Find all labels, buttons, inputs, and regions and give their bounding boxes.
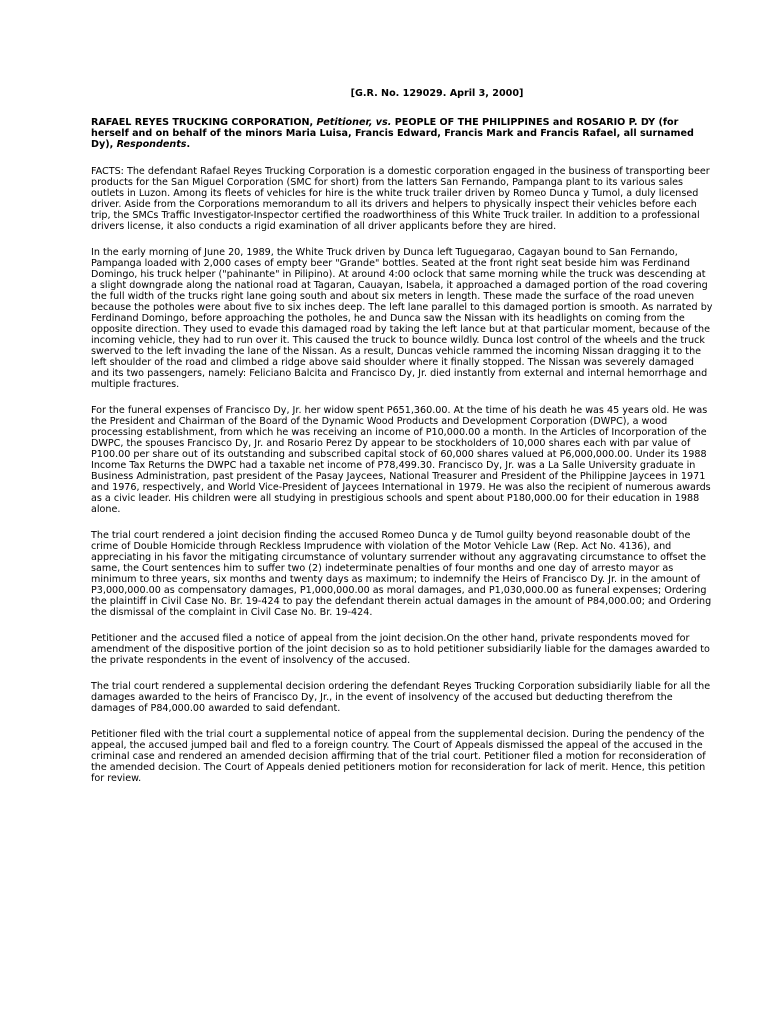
- paragraph-facts: FACTS: The defendant Rafael Reyes Trucking Corporation is a domestic corporation engaged in the business of transporting beer products for the San Miguel Corporation (SMC for short) from the latters San Fernando, Pampanga plant to its various sales outlets in Luzon. Among its fleets of vehicles for hire is the white truck trailer driven by Romeo Dunca y Tumol, a duly licensed driver. Aside from the Corporations memorandum to all its drivers and helpers to physically inspect their vehicles before each trip, the SMCs Traffic Investigator-Inspector certified the roadworthiness of this White Truck trailer. In addition to a professional drivers license, it also conducts a rigid examination of all driver applicants before they are hired.: [91, 166, 710, 232]
- petitioner-role: Petitioner: [316, 117, 369, 128]
- petitioner-name: RAFAEL REYES TRUCKING CORPORATION,: [91, 117, 317, 128]
- paragraph-supplemental-decision: The trial court rendered a supplemental decision ordering the defendant Reyes Trucking Corporation subsidiarily liable for all the damages awarded to the heirs of Francisco Dy, Jr., in the event of insolvency of the accused but deducting therefrom the damages of P84,000.00 awarded to said defendant.: [91, 681, 711, 714]
- paragraph-expenses: For the funeral expenses of Francisco Dy, Jr. her widow spent P651,360.00. At the time of his death he was 45 years old. He was the President and Chairman of the Board of the Dynamic Wood Products and Development Corporation (DWPC), a wood processing establishment, from which he was receiving an income of P10,000.00 a month. In the Articles of Incorporation of the DWPC, the spouses Francisco Dy, Jr. and Rosario Perez Dy appear to be stockholders of 10,000 shares each with par value of P100.00 per share out of its outstanding and subscribed capital stock of 60,000 shares valued at P6,000,000.00. Under its 1988 Income Tax Returns the DWPC had a taxable net income of P78,499.30. Francisco Dy, Jr. was a La Salle University graduate in Business Administration, past president of the Pasay Jaycees, National Treasurer and President of the Philippine Jaycees in 1971 and 1976, respectively, and World Vice-President of Jaycees International in 1979. He was also the recipient of numerous awards as a civic leader. His children were all studying in prestigious schools and spent about P180,000.00 for their education in 1988 alone.: [91, 405, 711, 515]
- case-citation: [G.R. No. 129029. April 3, 2000]: [350, 88, 524, 99]
- paragraph-appeal: Petitioner and the accused filed a notice of appeal from the joint decision.On the other hand, private respondents moved for amendment of the dispositive portion of the joint decision so as to hold petitioner subsidiarily liable for the damages awarded to the private respondents in the event of insolvency of the accused.: [91, 633, 710, 666]
- case-caption: [91, 117, 713, 150]
- paragraph-petition: Petitioner filed with the trial court a supplemental notice of appeal from the supplemental decision. During the pendency of the appeal, the accused jumped bail and fled to a foreign country. The Court of Appeals dismissed the appeal of the accused in the criminal case and rendered an amended decision affirming that of the trial court. Petitioner filed a motion for reconsideration of the amended decision. The Court of Appeals denied petitioners motion for reconsideration for lack of merit. Hence, this petition for review.: [91, 729, 706, 784]
- respondents-role: Respondents: [116, 139, 187, 150]
- paragraph-trial-decision: The trial court rendered a joint decision finding the accused Romeo Dunca y de Tumol guilty beyond reasonable doubt of the crime of Double Homicide through Reckless Imprudence with violation of the Motor Vehicle Law (Rep. Act No. 4136), and appreciating in his favor the mitigating circumstance of voluntary surrender without any aggravating circumstance to offset the same, the Court sentences him to suffer two (2) indeterminate penalties of four months and one day of arresto mayor as minimum to three years, six months and twenty days as maximum; to indemnify the Heirs of Francisco Dy. Jr. in the amount of P3,000,000.00 as compensatory damages, P1,000,000.00 as moral damages, and P1,030,000.00 as funeral expenses; Ordering the plaintiff in Civil Case No. Br. 19-424 to pay the defendant therein actual damages in the amount of P84,000.00; and Ordering the dismissal of the complaint in Civil Case No. Br. 19-424.: [91, 530, 712, 618]
- versus-label: , vs.: [368, 117, 395, 128]
- caption-end: .: [186, 139, 191, 150]
- paragraph-accident: In the early morning of June 20, 1989, the White Truck driven by Dunca left Tuguegarao, Cagayan bound to San Fernando, Pampanga loaded with 2,000 cases of empty beer "Grande" bottles. Seated at the front right seat beside him was Ferdinand Domingo, his truck helper ("pahinante" in Pilipino). At around 4:00 oclock that same morning while the truck was descending at a slight downgrade along the national road at Tagaran, Cauayan, Isabela, it approached a damaged portion of the road covering the full width of the trucks right lane going south and about six meters in length. These made the surface of the road uneven because the potholes were about five to six inches deep. The left lane parallel to this damaged portion is smooth. As narrated by Ferdinand Domingo, before approaching the potholes, he and Dunca saw the Nissan with its headlights on coming from the opposite direction. They used to evade this damaged road by taking the left lance but at that particular moment, because of the incoming vehicle, they had to run over it. This caused the truck to bounce wildly. Dunca lost control of the wheels and the truck swerved to the left invading the lane of the Nissan. As a result, Duncas vehicle rammed the incoming Nissan dragging it to the left shoulder of the road and climbed a ridge above said shoulder where it finally stopped. The Nissan was severely damaged and its two passengers, namely: Feliciano Balcita and Francisco Dy, Jr. died instantly from external and internal hemorrhage and multiple fractures.: [91, 247, 713, 390]
- document-page: [91, 88, 713, 799]
- respondents-name: PEOPLE OF THE PHILIPPINES and ROSARIO P. DY (for herself and on behalf of the minors Maria Luisa, Francis Edward, Francis Mark and Francis Rafael, all surnamed Dy),: [91, 117, 694, 150]
